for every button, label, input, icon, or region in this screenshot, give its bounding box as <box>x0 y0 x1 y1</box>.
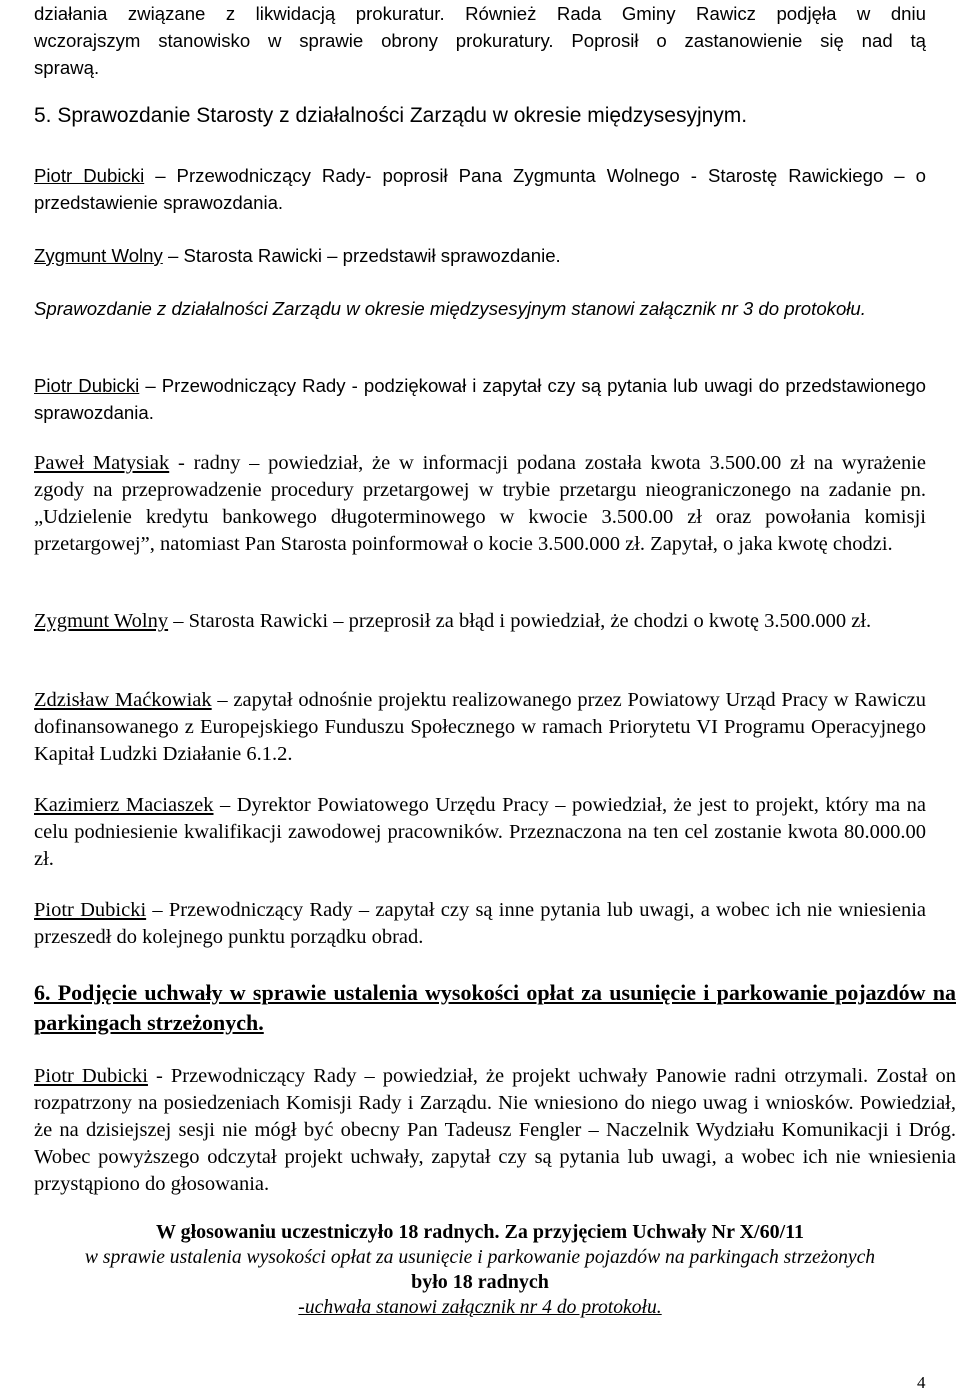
vote-line-4: -uchwała stanowi załącznik nr 4 do protokołu. <box>298 1297 662 1318</box>
intro-line-1: działania związane z likwidacją prokuratur. Również Rada Gminy Rawicz podjęła w dniu <box>34 3 926 24</box>
paragraph-text: – Przewodniczący Rady - podziękował i zapytał czy są pytania lub uwagi do przedstawionego sprawozdania. <box>34 375 926 423</box>
section-6-heading: 6. Podjęcie uchwały w sprawie ustalenia wysokości opłat za usunięcie i parkowanie pojazdów na parkingach strzeżonych. <box>34 980 956 1035</box>
s5-paragraph-2 <box>34 242 926 269</box>
speaker-name: Paweł Matysiak <box>34 452 170 474</box>
vote-result-block <box>0 1220 960 1320</box>
paragraph-text: – Dyrektor Powiatowego Urzędu Pracy – powiedział, że jest to projekt, który ma na celu podniesienie kwalifikacji zawodowej pracowników. Przeznaczona na ten cel zostanie kwota 80.000.00 zł. <box>34 794 926 870</box>
s5-paragraph-9 <box>34 897 926 951</box>
intro-line-2: wczorajszym stanowisko w sprawie obrony prokuratury. Poprosił o zastanowienie się nad tą <box>34 30 926 51</box>
intro-paragraph <box>34 0 926 81</box>
s5-paragraph-4 <box>34 372 926 426</box>
speaker-name: Piotr Dubicki <box>34 375 140 396</box>
vote-line-2: w sprawie ustalenia wysokości opłat za usunięcie i parkowanie pojazdów na parkingach strzeżonych <box>84 1247 876 1268</box>
page-number: 4 <box>917 1373 926 1392</box>
paragraph-text: - radny – powiedział, że w informacji podana została kwota 3.500.00 zł na wyrażenie zgody na przeprowadzenie procedury przetargowej w trybie przetargu nieograniczonego na zadanie pn. „Udzielenie kredytu bankowego długoterminowego w kwocie 3.500.00 zł oraz powołania komisji przetargowej”, natomiast Pan Starosta poinformował o kocie 3.500.000 zł. Zapytał, o jaka kwotę chodzi. <box>34 452 926 555</box>
s6-paragraph-1 <box>34 1063 956 1198</box>
paragraph-text: - Przewodniczący Rady – powiedział, że projekt uchwały Panowie radni otrzymali. Został on rozpatrzony na posiedzeniach Komisji Rady i Zarządu. Nie wniesiono do niego uwag i wniosków. Powiedział, że na dzisiejszej sesji nie mógł być obecny Pan Tadeusz Fengler – Naczelnik Wydziału Komunikacji i Dróg. Wobec powyższego odczytał projekt uchwały, zapytał czy są pytania lub uwagi, a wobec ich nie wniesienia przystąpiono do głosowania. <box>34 1065 956 1195</box>
speaker-name: Piotr Dubicki <box>34 165 145 186</box>
s5-paragraph-3: Sprawozdanie z działalności Zarządu w okresie międzysesyjnym stanowi załącznik nr 3 do protokołu. <box>34 298 866 319</box>
intro-line-3: sprawą. <box>34 57 100 78</box>
s5-paragraph-5 <box>34 450 926 558</box>
s5-paragraph-7 <box>34 687 926 768</box>
section-5-heading: 5. Sprawozdanie Starosty z działalności Zarządu w okresie międzysesyjnym. <box>34 104 748 127</box>
speaker-name: Zygmunt Wolny <box>34 610 169 632</box>
paragraph-text: – zapytał odnośnie projektu realizowanego przez Powiatowy Urząd Pracy w Rawiczu dofinansowanego z Europejskiego Funduszu Społecznego w ramach Priorytetu VI Programu Operacyjnego Kapitał Ludzki Działanie 6.1.2. <box>34 689 927 765</box>
speaker-name: Kazimierz Maciaszek <box>34 794 214 816</box>
s5-paragraph-1 <box>34 162 926 216</box>
speaker-name: Zygmunt Wolny <box>34 245 163 266</box>
speaker-name: Piotr Dubicki <box>34 899 147 921</box>
speaker-name: Zdzisław Maćkowiak <box>34 689 212 711</box>
s5-paragraph-6 <box>34 608 926 635</box>
vote-line-3: było 18 radnych <box>411 1271 549 1293</box>
paragraph-text: – Przewodniczący Rady- poprosił Pana Zygmunta Wolnego - Starostę Rawickiego – o przedstawienie sprawozdania. <box>34 165 926 213</box>
speaker-name: Piotr Dubicki <box>34 1065 148 1087</box>
paragraph-text: – Starosta Rawicki – przedstawił sprawozdanie. <box>162 245 561 266</box>
s5-paragraph-8 <box>34 792 926 873</box>
paragraph-text: – Przewodniczący Rady – zapytał czy są inne pytania lub uwagi, a wobec ich nie wniesienia przeszedł do kolejnego punktu porządku obrad. <box>34 899 926 948</box>
vote-line-1: W głosowaniu uczestniczyło 18 radnych. Za przyjęciem Uchwały Nr X/60/11 <box>155 1221 805 1243</box>
paragraph-text: – Starosta Rawicki – przeprosił za błąd i powiedział, że chodzi o kwotę 3.500.000 zł. <box>168 610 872 632</box>
